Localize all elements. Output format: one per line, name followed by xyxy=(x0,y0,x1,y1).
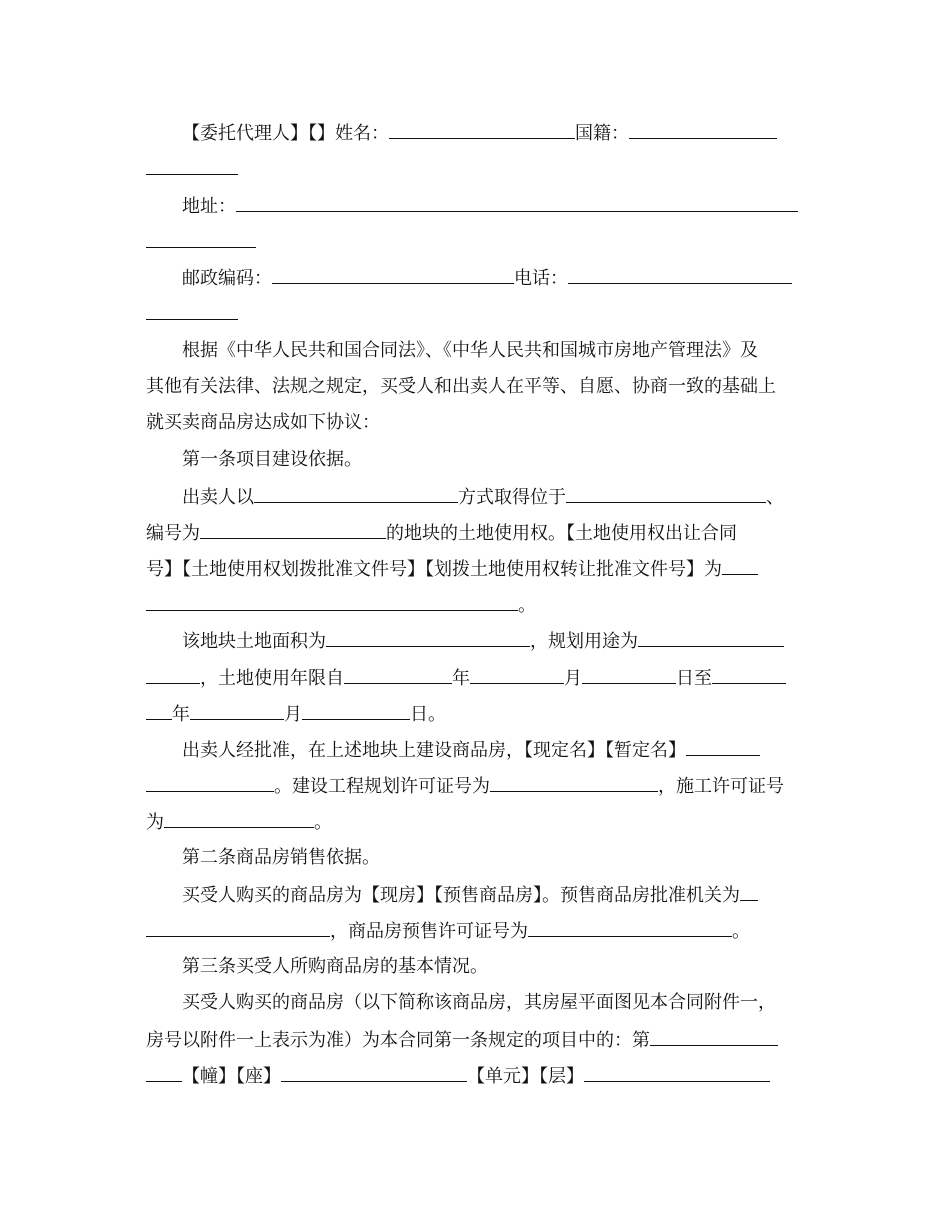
text-line xyxy=(182,484,950,510)
text-segment: 第一条项目建设依据。 xyxy=(182,449,362,470)
text-segment: 该地块土地面积为 xyxy=(182,631,326,652)
text-segment: 第三条买受人所购商品房的基本情况。 xyxy=(182,956,488,977)
fill-in-blank xyxy=(326,628,530,647)
fill-in-blank xyxy=(638,628,784,647)
fill-in-blank xyxy=(146,773,274,792)
text-segment: ，规划用途为 xyxy=(530,631,638,652)
fill-in-blank xyxy=(470,665,564,684)
fill-in-blank xyxy=(146,918,330,937)
text-line xyxy=(182,737,950,763)
text-segment: ，施工许可证号 xyxy=(658,776,784,797)
text-segment: 日至 xyxy=(676,668,712,689)
fill-in-blank xyxy=(146,1063,182,1082)
text-segment: 。 xyxy=(732,921,750,942)
fill-in-blank xyxy=(146,301,238,320)
text-segment: 房号以附件一上表示为准）为本合同第一条规定的项目中的：第 xyxy=(146,1030,650,1051)
text-segment: 电话： xyxy=(514,268,568,289)
fill-in-blank xyxy=(236,193,798,212)
text-line xyxy=(146,773,950,799)
text-segment: 年 xyxy=(452,668,470,689)
text-segment: 方式取得位于 xyxy=(458,487,566,508)
text-segment: 号】【土地使用权划拨批准文件号】【划拨土地使用权转让批准文件号】为 xyxy=(146,559,722,580)
text-line xyxy=(182,955,950,981)
fill-in-blank xyxy=(650,1027,778,1046)
text-segment: 为 xyxy=(146,812,164,833)
text-line xyxy=(146,375,950,401)
fill-in-blank xyxy=(190,701,284,720)
text-line xyxy=(146,1063,950,1089)
text-line xyxy=(182,846,950,872)
text-segment: 【幢】【座】 xyxy=(182,1066,281,1087)
text-segment: 月 xyxy=(564,668,582,689)
fill-in-blank xyxy=(584,1063,770,1082)
fill-in-blank xyxy=(568,265,792,284)
text-segment: 的地块的土地使用权。【土地使用权出让合同 xyxy=(386,523,737,544)
text-segment: 、 xyxy=(766,487,784,508)
text-line xyxy=(146,520,950,546)
text-line xyxy=(182,193,950,219)
text-line xyxy=(182,628,950,654)
text-segment: 。建设工程规划许可证号为 xyxy=(274,776,490,797)
fill-in-blank xyxy=(146,592,518,611)
text-line xyxy=(146,556,950,582)
text-segment: 月 xyxy=(284,704,302,725)
text-line xyxy=(146,229,950,255)
fill-in-blank xyxy=(146,701,172,720)
text-segment: 【委托代理人】【】姓名： xyxy=(182,123,389,144)
text-segment: 。 xyxy=(518,595,536,616)
text-segment: 编号为 xyxy=(146,523,200,544)
text-segment: 根据《中华人民共和国合同法》、《中华人民共和国城市房地产管理法》及 xyxy=(182,340,758,361)
fill-in-blank xyxy=(722,556,758,575)
text-line xyxy=(146,156,950,182)
fill-in-blank xyxy=(566,484,766,503)
fill-in-blank xyxy=(344,665,452,684)
text-line xyxy=(182,448,950,474)
fill-in-blank xyxy=(272,265,514,284)
text-segment: 【单元】【层】 xyxy=(467,1066,584,1087)
fill-in-blank xyxy=(254,484,458,503)
fill-in-blank xyxy=(164,809,314,828)
text-segment: 地址： xyxy=(182,196,236,217)
text-segment: ，土地使用年限自 xyxy=(200,668,344,689)
text-segment: 其他有关法律、法规之规定，买受人和出卖人在平等、自愿、协商一致的基础上 xyxy=(146,376,776,397)
fill-in-blank xyxy=(740,882,758,901)
text-line xyxy=(146,411,950,437)
text-segment: 买受人购买的商品房（以下简称该商品房，其房屋平面图见本合同附件一， xyxy=(182,992,776,1013)
text-line xyxy=(182,339,950,365)
fill-in-blank xyxy=(712,665,786,684)
text-segment: 买受人购买的商品房为【现房】【预售商品房】。预售商品房批准机关为 xyxy=(182,885,740,906)
fill-in-blank xyxy=(146,665,200,684)
fill-in-blank xyxy=(490,773,658,792)
text-line xyxy=(182,882,950,908)
fill-in-blank xyxy=(582,665,676,684)
fill-in-blank xyxy=(146,229,256,248)
text-line xyxy=(146,809,950,835)
text-segment: 国籍： xyxy=(575,123,629,144)
text-segment: 出卖人以 xyxy=(182,487,254,508)
text-segment: 出卖人经批准，在上述地块上建设商品房，【现定名】【暂定名】 xyxy=(182,740,686,761)
text-line xyxy=(182,991,950,1017)
text-line xyxy=(146,592,950,618)
fill-in-blank xyxy=(389,120,575,139)
text-segment: 年 xyxy=(172,704,190,725)
fill-in-blank xyxy=(281,1063,467,1082)
text-line xyxy=(146,1027,950,1053)
fill-in-blank xyxy=(686,737,760,756)
text-segment: 第二条商品房销售依据。 xyxy=(182,847,380,868)
fill-in-blank xyxy=(146,156,238,175)
text-line xyxy=(182,265,950,291)
text-segment: 就买卖商品房达成如下协议： xyxy=(146,412,380,433)
text-segment: 。 xyxy=(314,812,332,833)
text-line xyxy=(146,918,950,944)
fill-in-blank xyxy=(629,120,777,139)
text-segment: 邮政编码： xyxy=(182,268,272,289)
text-line xyxy=(146,701,950,727)
text-line xyxy=(146,665,950,691)
text-line xyxy=(146,301,950,327)
fill-in-blank xyxy=(528,918,732,937)
fill-in-blank xyxy=(302,701,410,720)
text-line xyxy=(182,120,950,146)
fill-in-blank xyxy=(200,520,386,539)
text-segment: 日。 xyxy=(410,704,446,725)
text-segment: ，商品房预售许可证号为 xyxy=(330,921,528,942)
